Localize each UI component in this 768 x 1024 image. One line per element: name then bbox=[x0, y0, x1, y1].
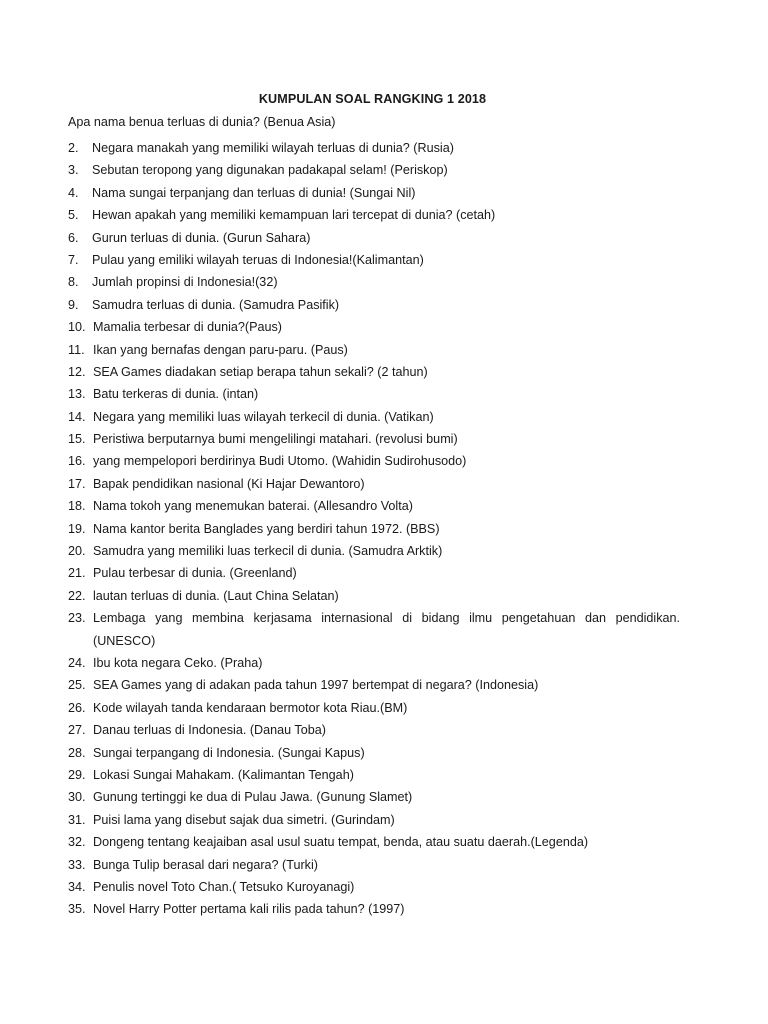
item-number: 12. bbox=[68, 364, 86, 379]
item-number: 26. bbox=[68, 700, 86, 715]
item-number: 3. bbox=[68, 163, 79, 178]
item-number: 14. bbox=[68, 409, 86, 424]
list-item bbox=[68, 607, 680, 652]
list-item bbox=[68, 450, 680, 472]
list-item bbox=[68, 831, 680, 853]
item-number: 29. bbox=[68, 767, 86, 782]
question-list bbox=[68, 137, 680, 921]
item-number: 19. bbox=[68, 521, 86, 536]
item-number: 10. bbox=[68, 320, 86, 335]
item-text: Bunga Tulip berasal dari negara? (Turki) bbox=[93, 857, 318, 872]
item-number: 2. bbox=[68, 141, 79, 155]
item-number: 35. bbox=[68, 902, 86, 917]
list-item bbox=[68, 652, 680, 674]
item-number: 18. bbox=[68, 499, 86, 514]
item-text: Ibu kota negara Ceko. (Praha) bbox=[93, 656, 263, 671]
item-text: Ikan yang bernafas dengan paru-paru. (Paus) bbox=[93, 342, 348, 357]
item-text: Puisi lama yang disebut sajak dua simetri. (Gurindam) bbox=[93, 812, 395, 827]
list-item bbox=[68, 697, 680, 719]
item-number: 21. bbox=[68, 566, 86, 581]
list-item bbox=[68, 249, 680, 271]
item-text: Samudra terluas di dunia. (Samudra Pasifik) bbox=[92, 297, 340, 312]
item-number: 8. bbox=[68, 275, 79, 290]
list-item bbox=[68, 518, 680, 540]
item-text: Pulau yang emiliki wilayah teruas di Indonesia!(Kalimantan) bbox=[92, 252, 424, 267]
list-item bbox=[68, 361, 680, 383]
list-item bbox=[68, 204, 680, 226]
item-text: SEA Games diadakan setiap berapa tahun sekali? (2 tahun) bbox=[93, 364, 428, 379]
item-text: Nama sungai terpanjang dan terluas di dunia! (Sungai Nil) bbox=[92, 185, 416, 200]
list-item bbox=[68, 227, 680, 249]
item-text: Sebutan teropong yang digunakan padakapal selam! (Periskop) bbox=[92, 163, 448, 178]
item-number: 20. bbox=[68, 544, 86, 559]
item-number: 23. bbox=[68, 611, 86, 626]
item-number: 11. bbox=[68, 342, 85, 357]
item-text: Novel Harry Potter pertama kali rilis pada tahun? (1997) bbox=[93, 902, 405, 917]
list-item bbox=[68, 271, 680, 293]
list-item bbox=[68, 764, 680, 786]
item-text: Gurun terluas di dunia. (Gurun Sahara) bbox=[92, 230, 311, 245]
list-item bbox=[68, 562, 680, 584]
item-text: SEA Games yang di adakan pada tahun 1997 bertempat di negara? (Indonesia) bbox=[93, 678, 539, 693]
item-text: Bapak pendidikan nasional (Ki Hajar Dewantoro) bbox=[93, 476, 365, 491]
item-text: Peristiwa berputarnya bumi mengelilingi matahari. (revolusi bumi) bbox=[93, 432, 458, 447]
list-item bbox=[68, 898, 680, 920]
list-item bbox=[68, 876, 680, 898]
item-text: Batu terkeras di dunia. (intan) bbox=[93, 387, 259, 402]
item-text: Danau terluas di Indonesia. (Danau Toba) bbox=[93, 723, 326, 738]
item-number: 4. bbox=[68, 185, 79, 200]
list-item bbox=[68, 585, 680, 607]
item-text: Nama kantor berita Banglades yang berdiri tahun 1972. (BBS) bbox=[93, 521, 440, 536]
item-number: 9. bbox=[68, 297, 79, 312]
item-text: Jumlah propinsi di Indonesia!(32) bbox=[92, 275, 278, 290]
list-item bbox=[68, 719, 680, 741]
list-item bbox=[68, 854, 680, 876]
item-text: Mamalia terbesar di dunia?(Paus) bbox=[93, 320, 282, 335]
list-item bbox=[68, 674, 680, 696]
list-item bbox=[68, 406, 680, 428]
item-number: 13. bbox=[68, 387, 86, 402]
list-item bbox=[68, 786, 680, 808]
list-item bbox=[68, 742, 680, 764]
item-text: Lembaga yang membina kerjasama internasional di bidang ilmu pengetahuan dan pendidikan. (UNESCO) bbox=[93, 611, 680, 648]
item-number: 7. bbox=[68, 252, 79, 267]
item-number: 34. bbox=[68, 879, 86, 894]
item-text: Negara yang memiliki luas wilayah terkecil di dunia. (Vatikan) bbox=[93, 409, 434, 424]
item-number: 32. bbox=[68, 835, 86, 850]
item-number: 31. bbox=[68, 812, 86, 827]
item-text: lautan terluas di dunia. (Laut China Selatan) bbox=[93, 588, 339, 603]
item-number: 33. bbox=[68, 857, 86, 872]
list-item bbox=[68, 473, 680, 495]
item-number: 16. bbox=[68, 454, 86, 469]
item-number: 25. bbox=[68, 678, 86, 693]
list-item bbox=[68, 137, 680, 159]
item-text: Dongeng tentang keajaiban asal usul suatu tempat, benda, atau suatu daerah.(Legenda) bbox=[93, 835, 589, 850]
item-text: Gunung tertinggi ke dua di Pulau Jawa. (Gunung Slamet) bbox=[93, 790, 413, 805]
item-text: Negara manakah yang memiliki wilayah terluas di dunia? (Rusia) bbox=[92, 141, 454, 155]
list-item bbox=[68, 428, 680, 450]
item-number: 17. bbox=[68, 476, 86, 491]
document-title: KUMPULAN SOAL RANGKING 1 2018 bbox=[258, 92, 487, 106]
item-number: 5. bbox=[68, 208, 79, 223]
list-item bbox=[68, 159, 680, 181]
list-item bbox=[68, 809, 680, 831]
item-number: 30. bbox=[68, 790, 86, 805]
item-number: 24. bbox=[68, 656, 86, 671]
intro-question: Apa nama benua terluas di dunia? (Benua Asia) bbox=[68, 115, 336, 129]
list-item bbox=[68, 383, 680, 405]
item-number: 27. bbox=[68, 723, 86, 738]
item-text: Samudra yang memiliki luas terkecil di dunia. (Samudra Arktik) bbox=[93, 544, 443, 559]
list-item bbox=[68, 316, 680, 338]
list-item bbox=[68, 540, 680, 562]
item-text: yang mempelopori berdirinya Budi Utomo. (Wahidin Sudirohusodo) bbox=[93, 454, 467, 469]
item-text: Penulis novel Toto Chan.( Tetsuko Kuroyanagi) bbox=[93, 879, 355, 894]
item-number: 15. bbox=[68, 432, 86, 447]
list-item bbox=[68, 339, 680, 361]
item-text: Kode wilayah tanda kendaraan bermotor kota Riau.(BM) bbox=[93, 700, 408, 715]
item-number: 28. bbox=[68, 745, 86, 760]
item-number: 6. bbox=[68, 230, 79, 245]
list-item bbox=[68, 495, 680, 517]
item-text: Hewan apakah yang memiliki kemampuan lari tercepat di dunia? (cetah) bbox=[92, 208, 496, 223]
list-item bbox=[68, 182, 680, 204]
item-text: Sungai terpangang di Indonesia. (Sungai Kapus) bbox=[93, 745, 365, 760]
item-text: Pulau terbesar di dunia. (Greenland) bbox=[93, 566, 297, 581]
item-text: Nama tokoh yang menemukan baterai. (Allesandro Volta) bbox=[93, 499, 413, 514]
list-item bbox=[68, 294, 680, 316]
item-number: 22. bbox=[68, 588, 86, 603]
item-text: Lokasi Sungai Mahakam. (Kalimantan Tengah) bbox=[93, 767, 354, 782]
